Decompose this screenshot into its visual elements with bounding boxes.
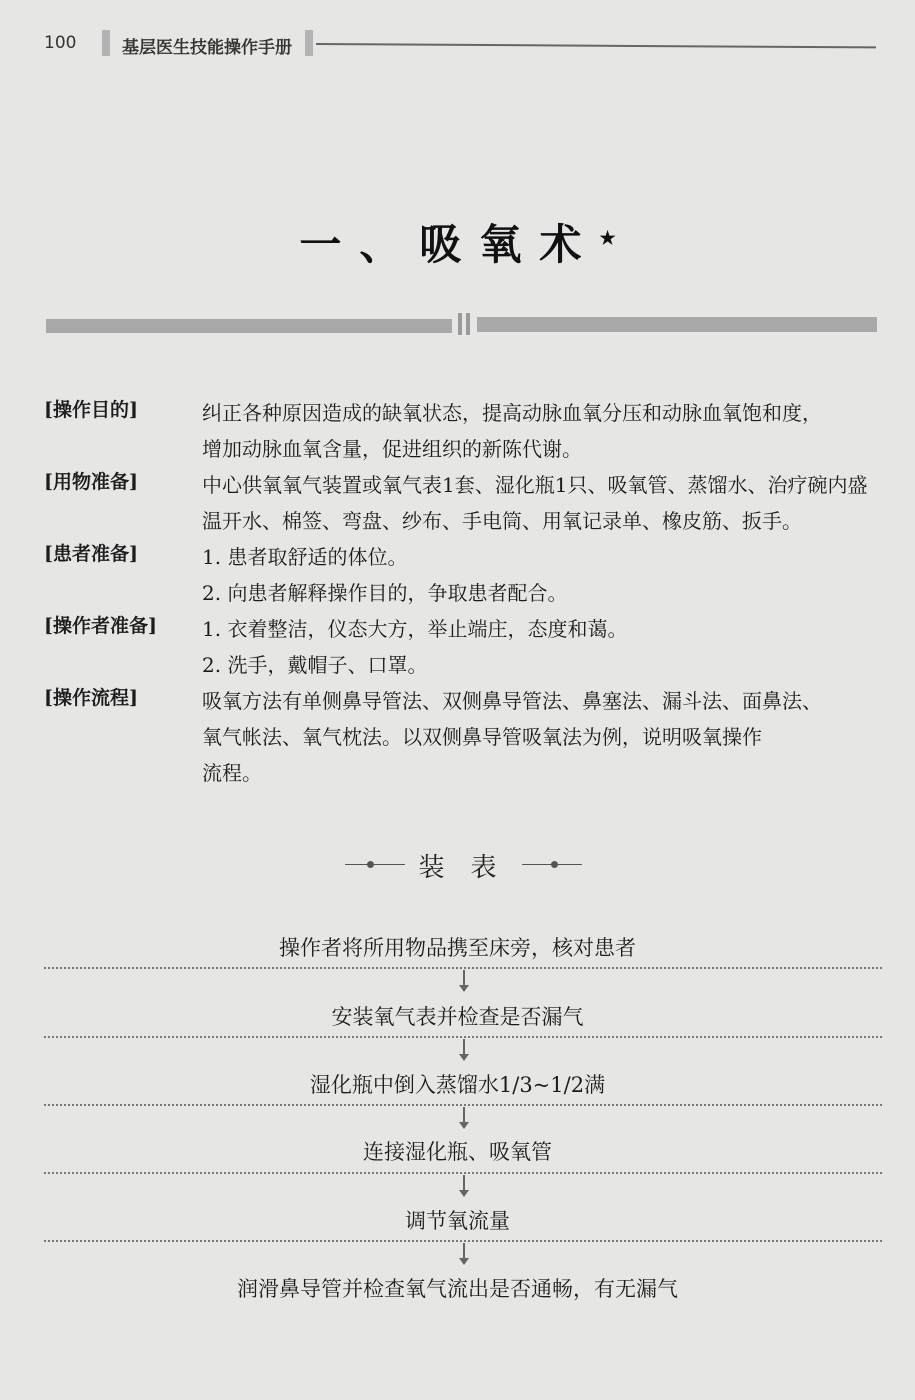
down-arrow-icon [463,1107,465,1123]
header-bar-left [102,30,110,56]
title-divider-tick [458,313,462,335]
section-line: 2. 向患者解释操作目的，争取患者配合。 [202,581,568,605]
flow-step: 湿化瓶中倒入蒸馏水1/3~1/2满 [309,1073,606,1097]
subheading [0,845,915,885]
down-arrow-icon [463,970,465,986]
section-label: [操作目的] [44,399,138,421]
section-label: [操作者准备] [44,615,157,637]
section-line: 增加动脉血氧含量，促进组织的新陈代谢。 [202,437,582,461]
section-body [202,467,902,539]
chapter-title-text: 一、吸氧术 [299,220,600,269]
section-body [202,683,902,791]
section-body [202,611,902,683]
section-body [202,539,902,611]
flow-divider [44,1036,882,1038]
section-line: 1. 衣着整洁，仪态大方，举止端庄，态度和蔼。 [202,617,628,641]
section-line: 2. 洗手，戴帽子、口罩。 [202,653,428,677]
subheading-text: 装表 [418,853,523,883]
ornament-dot-right [551,861,558,868]
title-divider-left [46,319,452,333]
flow-divider [44,1172,882,1174]
down-arrow-icon [463,1039,465,1055]
section-line: 中心供氧氧气装置或氧气表1套、湿化瓶1只、吸氧管、蒸馏水、治疗碗内盛 [202,473,868,497]
section-line: 流程。 [202,761,262,785]
flow-step: 润滑鼻导管并检查氧气流出是否通畅，有无漏气 [237,1277,678,1301]
section-line: 纠正各种原因造成的缺氧状态，提高动脉血氧分压和动脉血氧饱和度， [202,401,822,425]
flow-step: 安装氧气表并检查是否漏气 [331,1005,584,1029]
book-title: 基层医生技能操作手册 [122,38,292,58]
section-line: 温开水、棉签、弯盘、纱布、手电筒、用氧记录单、橡皮筋、扳手。 [202,509,802,533]
page-header [0,0,915,70]
chapter-title [0,212,915,272]
section-label: [用物准备] [44,471,138,493]
section-line: 氧气帐法、氧气枕法。以双侧鼻导管吸氧法为例，说明吸氧操作 [202,725,762,749]
page-number: 100 [44,33,77,53]
title-divider-tick [466,313,470,335]
star-icon: ★ [599,228,616,249]
down-arrow-icon [463,1175,465,1191]
section-label: [操作流程] [44,687,138,709]
header-rule [316,43,876,48]
flow-divider [44,1240,882,1242]
flow-divider [44,967,882,969]
section-line: 吸氧方法有单侧鼻导管法、双侧鼻导管法、鼻塞法、漏斗法、面鼻法、 [202,689,822,713]
title-divider-right [477,317,877,332]
flow-divider [44,1104,882,1106]
section-line: 1. 患者取舒适的体位。 [202,545,408,569]
flow-step: 操作者将所用物品携至床旁，核对患者 [279,936,636,960]
header-bar-right [305,30,313,56]
flow-step: 调节氧流量 [405,1209,510,1233]
section-label: [患者准备] [44,543,138,565]
flow-step: 连接湿化瓶、吸氧管 [363,1140,552,1164]
section-body [202,395,902,467]
down-arrow-icon [463,1243,465,1259]
